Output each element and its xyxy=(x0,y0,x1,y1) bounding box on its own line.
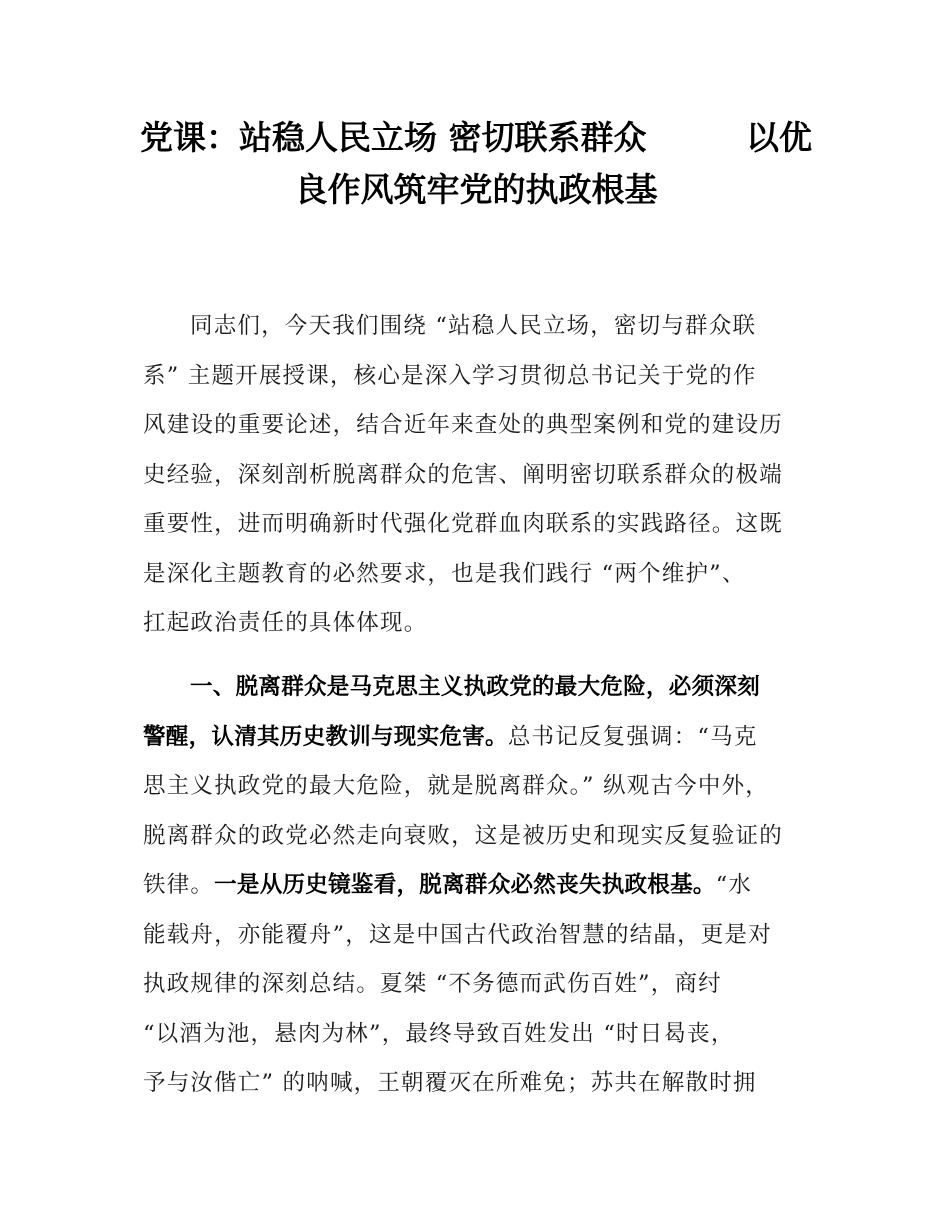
text-span: “水 xyxy=(715,872,753,898)
text-line: 史经验，深刻剖析脱离群众的危害、阐明密切联系群众的极端 xyxy=(143,461,783,488)
text-span: 总书记反复强调：“马克 xyxy=(507,723,758,750)
section-heading-line-2: 警醒，认清其历史教训与现实危害。 xyxy=(143,723,508,750)
text-line: 执政规律的深刻总结。夏桀 “不务德而武伤百姓”，商纣 xyxy=(143,971,722,997)
text-line: 思主义执政党的最大危险，就是脱离群众。” 纵观古今中外， xyxy=(143,773,770,799)
paragraph-intro xyxy=(143,302,813,649)
text-span: 铁律。 xyxy=(143,872,215,898)
text-line xyxy=(143,713,813,763)
text-line: 系” 主题开展授课，核心是深入学习贯彻总书记关于党的作 xyxy=(143,362,757,389)
section-heading-line-1: 一、脱离群众是马克思主义执政党的最大危险，必须深刻 xyxy=(190,674,761,700)
text-line: “以酒为池，悬肉为林”，最终导致百姓发出 “时日曷丧， xyxy=(143,1020,735,1047)
text-line xyxy=(143,861,813,911)
title-line-1 xyxy=(140,112,812,164)
text-line: 脱离群众的政党必然走向衰败，这是被历史和现实反复验证的 xyxy=(143,822,783,849)
text-line: 风建设的重要论述，结合近年来查处的典型案例和党的建设历 xyxy=(143,412,783,438)
text-line: 能载舟，亦能覆舟”，这是中国古代政治智慧的结晶，更是对 xyxy=(143,921,772,948)
text-line: 扛起政治责任的具体体现。 xyxy=(143,610,428,636)
text-line: 是深化主题教育的必然要求，也是我们践行 “两个维护”、 xyxy=(143,560,746,587)
title-line-1-tail: 以优 xyxy=(746,118,812,157)
text-line: 重要性，进而明确新时代强化党群血肉联系的实践路径。这既 xyxy=(143,511,783,537)
subheading: 一是从历史镜鉴看，脱离群众必然丧失执政根基。 xyxy=(214,872,716,898)
title-line-1-main: 党课：站稳人民立场 密切联系群众 xyxy=(140,118,647,157)
text-line: 同志们，今天我们围绕 “站稳人民立场，密切与群众联 xyxy=(190,313,757,339)
text-line: 予与汝偕亡” 的呐喊，王朝覆灭在所难免；苏共在解散时拥 xyxy=(143,1070,757,1096)
title-line-2: 良作风筑牢党的执政根基 xyxy=(294,170,658,209)
paragraph-section-one xyxy=(143,663,813,1109)
document-title xyxy=(140,112,812,216)
